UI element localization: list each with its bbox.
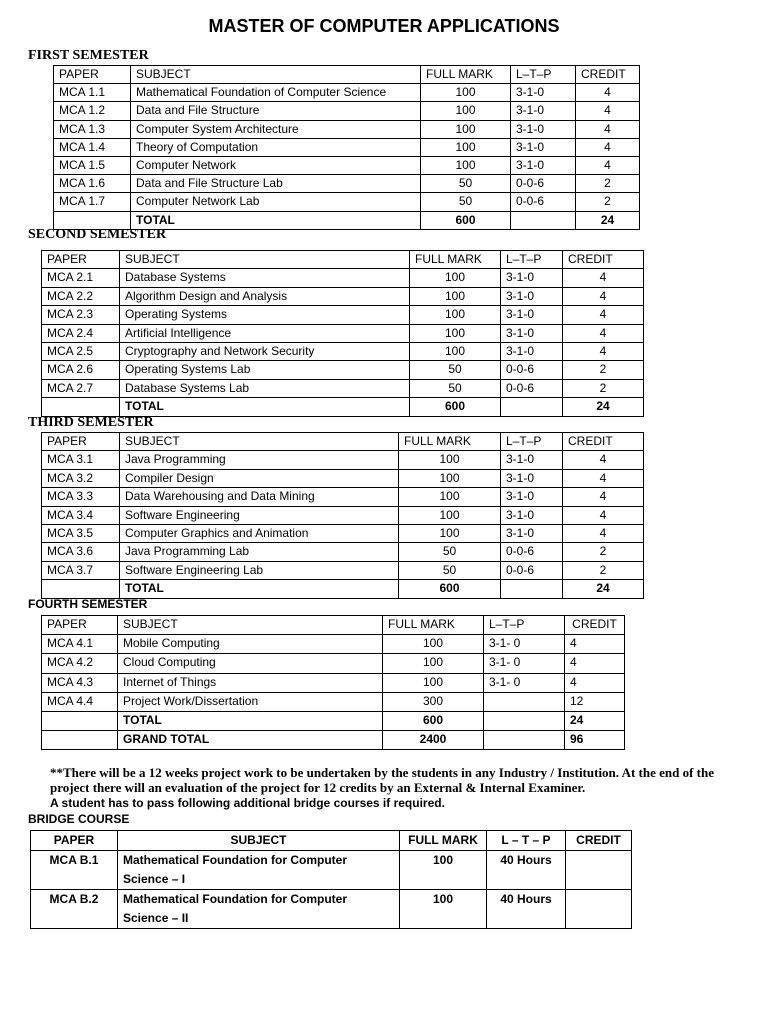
cell-ltp: 3-1-0 xyxy=(501,524,563,542)
header-subject: SUBJECT xyxy=(120,251,410,269)
cell-credit: 24 xyxy=(565,711,625,730)
cell-ltp: 3-1-0 xyxy=(501,488,563,506)
cell-ltp: 3-1-0 xyxy=(511,102,576,120)
cell-paper: MCA 4.3 xyxy=(42,673,118,692)
cell-full-mark: 600 xyxy=(410,398,501,416)
cell-full-mark: 100 xyxy=(410,269,501,287)
table-row xyxy=(42,561,644,579)
table-row xyxy=(42,269,644,287)
header-credit: CREDIT xyxy=(563,251,644,269)
cell-paper: MCA 2.5 xyxy=(42,342,120,360)
cell-credit: 4 xyxy=(563,342,644,360)
cell-paper: MCA 2.7 xyxy=(42,379,120,397)
cell-credit: 4 xyxy=(576,102,640,120)
table-row xyxy=(42,342,644,360)
cell-full-mark: 100 xyxy=(410,287,501,305)
cell-ltp: 0-0-6 xyxy=(501,543,563,561)
cell-paper: MCA 3.5 xyxy=(42,524,120,542)
header-ltp: L–T–P xyxy=(511,66,576,84)
cell-paper: MCA 2.6 xyxy=(42,361,120,379)
cell-credit: 4 xyxy=(565,635,625,654)
cell-full-mark: 50 xyxy=(410,361,501,379)
cell-full-mark: 100 xyxy=(399,524,501,542)
cell-ltp: 3-1- 0 xyxy=(484,654,565,673)
cell-ltp: 3-1-0 xyxy=(501,269,563,287)
table-header-row xyxy=(42,433,644,451)
cell-full-mark: 100 xyxy=(399,469,501,487)
cell-full-mark: 50 xyxy=(421,175,511,193)
cell-ltp: 0-0-6 xyxy=(501,379,563,397)
header-full-mark: FULL MARK xyxy=(410,251,501,269)
semester-1-table xyxy=(53,65,640,230)
table-row xyxy=(42,324,644,342)
cell-subject: Project Work/Dissertation xyxy=(118,692,383,711)
cell-subject: Artificial Intelligence xyxy=(120,324,410,342)
cell-paper: MCA 2.3 xyxy=(42,306,120,324)
header-credit: CREDIT xyxy=(576,66,640,84)
cell-full-mark: 100 xyxy=(383,654,484,673)
cell-full-mark: 100 xyxy=(410,306,501,324)
cell-credit: 4 xyxy=(563,306,644,324)
header-subject: SUBJECT xyxy=(120,433,399,451)
cell-ltp: 40 Hours xyxy=(487,851,566,890)
cell-paper xyxy=(42,711,118,730)
cell-ltp: 3-1-0 xyxy=(501,451,563,469)
cell-full-mark: 600 xyxy=(399,580,501,598)
table-row xyxy=(42,361,644,379)
cell-full-mark: 600 xyxy=(383,711,484,730)
cell-paper: MCA 4.1 xyxy=(42,635,118,654)
cell-subject: Operating Systems Lab xyxy=(120,361,410,379)
header-credit: CREDIT xyxy=(566,831,632,851)
cell-ltp: 0-0-6 xyxy=(511,193,576,211)
cell-credit: 24 xyxy=(563,580,644,598)
semester-2-table xyxy=(41,250,644,417)
cell-full-mark: 100 xyxy=(399,451,501,469)
bridge-course-table xyxy=(30,830,632,929)
header-paper: PAPER xyxy=(42,616,118,635)
header-subject: SUBJECT xyxy=(118,616,383,635)
header-ltp: L – T – P xyxy=(487,831,566,851)
cell-subject: Software Engineering xyxy=(120,506,399,524)
cell-subject: Java Programming xyxy=(120,451,399,469)
table-row xyxy=(42,488,644,506)
header-credit: CREDIT xyxy=(563,433,644,451)
cell-full-mark: 100 xyxy=(383,635,484,654)
cell-subject: Mathematical Foundation for Computer Science – I xyxy=(118,851,400,890)
cell-subject: Mathematical Foundation of Computer Science xyxy=(131,84,421,102)
cell-paper: MCA 2.1 xyxy=(42,269,120,287)
bridge-heading: BRIDGE COURSE xyxy=(28,812,130,826)
cell-full-mark: 100 xyxy=(400,851,487,890)
cell-credit: 4 xyxy=(563,469,644,487)
cell-credit: 4 xyxy=(563,506,644,524)
cell-paper: MCA B.1 xyxy=(31,851,118,890)
cell-full-mark: 100 xyxy=(410,324,501,342)
cell-paper: MCA 1.4 xyxy=(54,138,131,156)
table-row xyxy=(42,469,644,487)
header-credit: CREDIT xyxy=(565,616,625,635)
cell-full-mark: 100 xyxy=(421,138,511,156)
table-row xyxy=(54,175,640,193)
cell-credit: 2 xyxy=(563,561,644,579)
cell-subject: GRAND TOTAL xyxy=(118,731,383,750)
cell-ltp: 3-1- 0 xyxy=(484,635,565,654)
cell-subject: Software Engineering Lab xyxy=(120,561,399,579)
cell-subject: Database Systems Lab xyxy=(120,379,410,397)
table-row xyxy=(42,654,625,673)
cell-subject: Data and File Structure Lab xyxy=(131,175,421,193)
cell-subject: Data Warehousing and Data Mining xyxy=(120,488,399,506)
cell-paper: MCA 1.5 xyxy=(54,156,131,174)
cell-subject: Internet of Things xyxy=(118,673,383,692)
cell-full-mark: 100 xyxy=(421,120,511,138)
semester-4-table xyxy=(41,615,625,750)
cell-ltp: 3-1-0 xyxy=(511,138,576,156)
cell-ltp: 3-1-0 xyxy=(511,120,576,138)
cell-paper: MCA 1.2 xyxy=(54,102,131,120)
cell-credit: 4 xyxy=(576,84,640,102)
cell-ltp: 0-0-6 xyxy=(501,561,563,579)
cell-full-mark: 300 xyxy=(383,692,484,711)
table-row xyxy=(42,543,644,561)
cell-credit: 4 xyxy=(565,654,625,673)
page-title: MASTER OF COMPUTER APPLICATIONS xyxy=(208,16,560,36)
cell-credit: 2 xyxy=(563,543,644,561)
cell-paper: MCA 4.2 xyxy=(42,654,118,673)
table-header-row xyxy=(31,831,632,851)
cell-paper: MCA 1.3 xyxy=(54,120,131,138)
cell-ltp: 3-1-0 xyxy=(511,156,576,174)
cell-paper: MCA 2.4 xyxy=(42,324,120,342)
cell-paper: MCA 3.6 xyxy=(42,543,120,561)
cell-credit: 4 xyxy=(565,673,625,692)
header-paper: PAPER xyxy=(31,831,118,851)
table-row xyxy=(42,306,644,324)
project-note: **There will be a 12 weeks project work to be undertaken by the students in any Industry / Institution. At the end of the project there will an evaluation of the project for 12 credits by an External & Internal Examiner. xyxy=(50,765,715,795)
cell-full-mark: 600 xyxy=(421,211,511,229)
cell-credit xyxy=(566,851,632,890)
table-row xyxy=(54,193,640,211)
header-subject: SUBJECT xyxy=(131,66,421,84)
cell-ltp: 3-1-0 xyxy=(501,306,563,324)
cell-ltp: 0-0-6 xyxy=(501,361,563,379)
cell-subject: Computer Network xyxy=(131,156,421,174)
cell-paper: MCA 4.4 xyxy=(42,692,118,711)
cell-subject: Cryptography and Network Security xyxy=(120,342,410,360)
cell-credit: 4 xyxy=(563,287,644,305)
cell-full-mark: 100 xyxy=(421,102,511,120)
table-header-row xyxy=(42,251,644,269)
header-paper: PAPER xyxy=(42,251,120,269)
table-row xyxy=(54,84,640,102)
cell-subject: Theory of Computation xyxy=(131,138,421,156)
cell-full-mark: 2400 xyxy=(383,731,484,750)
table-row xyxy=(42,673,625,692)
cell-full-mark: 50 xyxy=(410,379,501,397)
table-row xyxy=(42,379,644,397)
header-ltp: L–T–P xyxy=(501,433,563,451)
cell-credit: 4 xyxy=(563,451,644,469)
cell-credit: 2 xyxy=(563,379,644,397)
cell-ltp: 40 Hours xyxy=(487,890,566,929)
table-row xyxy=(42,398,644,416)
table-row xyxy=(42,524,644,542)
cell-subject: Database Systems xyxy=(120,269,410,287)
cell-subject: Operating Systems xyxy=(120,306,410,324)
cell-credit: 4 xyxy=(563,524,644,542)
cell-subject: Computer Graphics and Animation xyxy=(120,524,399,542)
cell-full-mark: 50 xyxy=(399,561,501,579)
cell-paper xyxy=(42,398,120,416)
cell-paper: MCA 3.4 xyxy=(42,506,120,524)
cell-ltp: 3-1-0 xyxy=(501,287,563,305)
cell-credit: 4 xyxy=(576,156,640,174)
table-row xyxy=(54,138,640,156)
cell-ltp: 3-1-0 xyxy=(501,324,563,342)
cell-paper: MCA 3.3 xyxy=(42,488,120,506)
cell-ltp: 0-0-6 xyxy=(511,175,576,193)
header-paper: PAPER xyxy=(54,66,131,84)
cell-ltp xyxy=(511,211,576,229)
cell-subject: TOTAL xyxy=(118,711,383,730)
cell-subject: Data and File Structure xyxy=(131,102,421,120)
cell-paper: MCA 2.2 xyxy=(42,287,120,305)
table-row xyxy=(54,120,640,138)
table-header-row xyxy=(42,616,625,635)
cell-credit: 96 xyxy=(565,731,625,750)
cell-credit: 4 xyxy=(563,488,644,506)
cell-paper: MCA 3.1 xyxy=(42,451,120,469)
semester-heading: THIRD SEMESTER xyxy=(28,415,154,430)
cell-ltp: 3-1-0 xyxy=(511,84,576,102)
table-row xyxy=(42,731,625,750)
cell-full-mark: 100 xyxy=(410,342,501,360)
cell-subject: Mobile Computing xyxy=(118,635,383,654)
cell-subject: Mathematical Foundation for Computer Science – II xyxy=(118,890,400,929)
table-row xyxy=(42,287,644,305)
cell-subject: TOTAL xyxy=(120,398,410,416)
cell-full-mark: 50 xyxy=(399,543,501,561)
cell-credit: 2 xyxy=(576,193,640,211)
cell-ltp: 3-1- 0 xyxy=(484,673,565,692)
header-full-mark: FULL MARK xyxy=(421,66,511,84)
header-full-mark: FULL MARK xyxy=(399,433,501,451)
cell-full-mark: 100 xyxy=(383,673,484,692)
table-row xyxy=(54,156,640,174)
cell-ltp xyxy=(484,711,565,730)
header-ltp: L–T–P xyxy=(501,251,563,269)
cell-full-mark: 100 xyxy=(400,890,487,929)
semester-heading: SECOND SEMESTER xyxy=(28,227,167,242)
semester-heading: FOURTH SEMESTER xyxy=(28,597,148,611)
bridge-note: A student has to pass following additional bridge courses if required. xyxy=(50,796,445,810)
table-row xyxy=(42,635,625,654)
cell-full-mark: 100 xyxy=(421,84,511,102)
cell-subject: Computer System Architecture xyxy=(131,120,421,138)
cell-ltp xyxy=(484,731,565,750)
cell-full-mark: 100 xyxy=(399,506,501,524)
cell-credit xyxy=(566,890,632,929)
cell-ltp: 3-1-0 xyxy=(501,506,563,524)
cell-subject: TOTAL xyxy=(120,580,399,598)
table-row xyxy=(42,451,644,469)
cell-credit: 4 xyxy=(576,120,640,138)
cell-subject: Compiler Design xyxy=(120,469,399,487)
cell-ltp xyxy=(501,580,563,598)
header-subject: SUBJECT xyxy=(118,831,400,851)
cell-credit: 4 xyxy=(576,138,640,156)
cell-credit: 12 xyxy=(565,692,625,711)
cell-paper: MCA B.2 xyxy=(31,890,118,929)
cell-subject: Computer Network Lab xyxy=(131,193,421,211)
cell-ltp: 3-1-0 xyxy=(501,342,563,360)
cell-paper: MCA 1.1 xyxy=(54,84,131,102)
header-full-mark: FULL MARK xyxy=(400,831,487,851)
cell-ltp: 3-1-0 xyxy=(501,469,563,487)
table-row xyxy=(31,851,632,890)
table-row xyxy=(54,102,640,120)
cell-paper xyxy=(42,580,120,598)
cell-paper: MCA 1.6 xyxy=(54,175,131,193)
cell-ltp xyxy=(484,692,565,711)
cell-paper: MCA 1.7 xyxy=(54,193,131,211)
cell-full-mark: 100 xyxy=(421,156,511,174)
table-row xyxy=(42,506,644,524)
cell-full-mark: 50 xyxy=(421,193,511,211)
table-row xyxy=(42,580,644,598)
cell-ltp xyxy=(501,398,563,416)
cell-credit: 4 xyxy=(563,269,644,287)
semester-3-table xyxy=(41,432,644,599)
cell-paper: MCA 3.2 xyxy=(42,469,120,487)
table-row xyxy=(31,890,632,929)
cell-subject: Cloud Computing xyxy=(118,654,383,673)
table-header-row xyxy=(54,66,640,84)
cell-full-mark: 100 xyxy=(399,488,501,506)
semester-heading: FIRST SEMESTER xyxy=(28,48,149,63)
cell-credit: 2 xyxy=(563,361,644,379)
cell-credit: 4 xyxy=(563,324,644,342)
cell-credit: 24 xyxy=(563,398,644,416)
cell-credit: 2 xyxy=(576,175,640,193)
header-ltp: L–T–P xyxy=(484,616,565,635)
table-row xyxy=(42,711,625,730)
cell-credit: 24 xyxy=(576,211,640,229)
cell-subject: TOTAL xyxy=(131,211,421,229)
cell-paper: MCA 3.7 xyxy=(42,561,120,579)
cell-paper xyxy=(42,731,118,750)
header-full-mark: FULL MARK xyxy=(383,616,484,635)
cell-subject: Java Programming Lab xyxy=(120,543,399,561)
table-row xyxy=(42,692,625,711)
header-paper: PAPER xyxy=(42,433,120,451)
cell-subject: Algorithm Design and Analysis xyxy=(120,287,410,305)
